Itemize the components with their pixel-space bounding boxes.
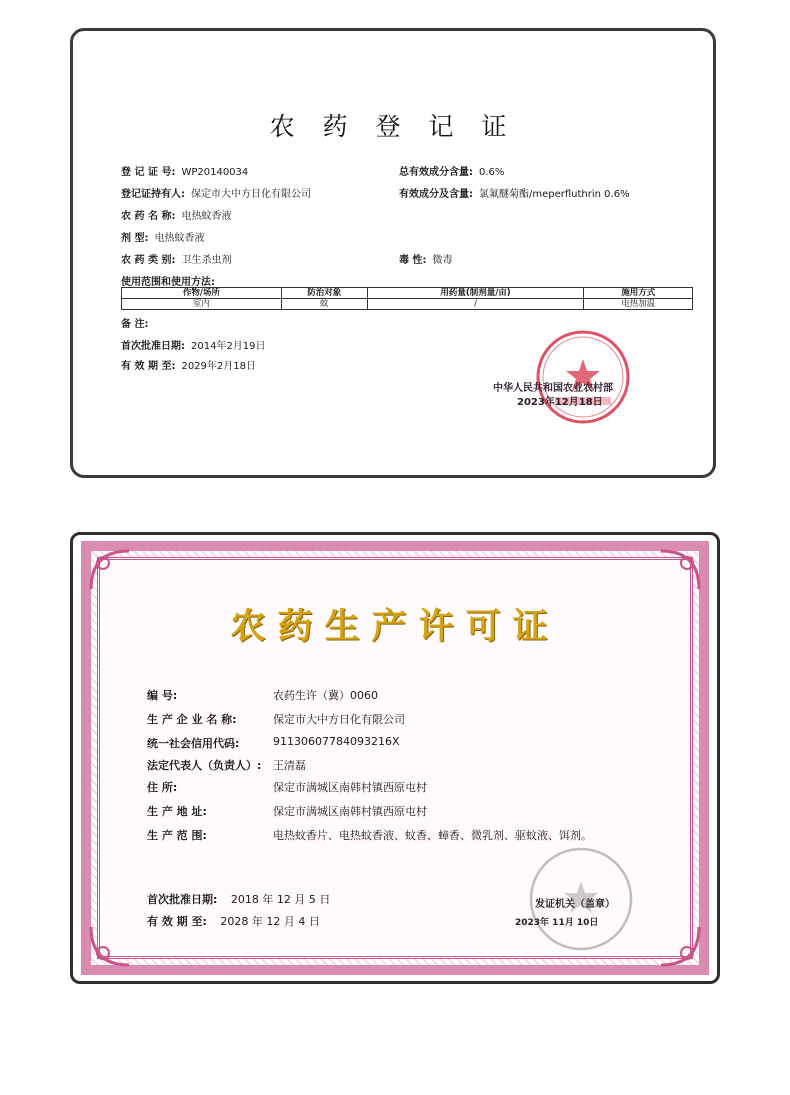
license-number-row: 编 号: 农药生许（冀）0060 bbox=[147, 689, 378, 702]
remark-row: 备 注: bbox=[121, 319, 149, 330]
residence-row: 住 所: 保定市满城区南韩村镇西原屯村 bbox=[147, 781, 427, 794]
valid-until-row: 有 效 期 至: 2029年2月18日 bbox=[121, 361, 256, 372]
table-header-row bbox=[122, 288, 693, 299]
issue-date: 2023年 11月 10日 bbox=[515, 918, 599, 928]
pesticide-registration-certificate bbox=[70, 28, 716, 478]
formulation-row: 剂 型: 电热蚊香液 bbox=[121, 233, 205, 244]
usage-table bbox=[121, 287, 693, 310]
holder-row: 登记证持有人: 保定市大中方日化有限公司 bbox=[121, 189, 311, 200]
table-row bbox=[122, 299, 693, 310]
active-ingredient-row: 有效成分及含量: 氯氟醚菊酯/meperfluthrin 0.6% bbox=[399, 189, 630, 200]
production-scope-row: 生 产 范 围: 电热蚊香片、电热蚊香液、蚊香、蟑香、微乳剂、驱蚊液、饵剂。 bbox=[147, 829, 592, 842]
corner-ornament-icon bbox=[87, 923, 133, 969]
production-address-row: 生 产 地 址: 保定市满城区南韩村镇西原屯村 bbox=[147, 805, 427, 818]
first-approval-row: 首次批准日期: 2014年2月19日 bbox=[121, 341, 266, 352]
table-cell: / bbox=[367, 299, 584, 310]
table-header-cell: 防治对象 bbox=[281, 288, 367, 299]
table-header-cell: 用药量(制剂量/亩) bbox=[367, 288, 584, 299]
total-content-row: 总有效成分含量: 0.6% bbox=[399, 167, 505, 178]
usage-label: 使用范围和使用方法: bbox=[121, 277, 215, 288]
valid-until-row: 有 效 期 至: 2028 年 12 月 4 日 bbox=[147, 915, 320, 928]
corner-ornament-icon bbox=[657, 547, 703, 593]
issuing-authority: 发证机关（盖章） bbox=[535, 899, 615, 910]
issuer-name: 中华人民共和国农业农村部 bbox=[493, 383, 613, 394]
table-cell: 室内 bbox=[122, 299, 282, 310]
license-title: 农药生产许可证 bbox=[230, 606, 560, 647]
pesticide-production-license bbox=[70, 532, 720, 984]
legal-representative-row: 法定代表人（负责人）: 王清磊 bbox=[147, 759, 306, 772]
category-row: 农 药 类 别: 卫生杀虫剂 bbox=[121, 255, 232, 266]
toxicity-row: 毒 性: 微毒 bbox=[399, 255, 453, 266]
table-header-cell: 作物/场所 bbox=[122, 288, 282, 299]
official-seal-icon bbox=[535, 329, 631, 425]
certificate-title: 农 药 登 记 证 bbox=[269, 112, 517, 141]
table-header-cell: 施用方式 bbox=[584, 288, 693, 299]
first-approval-row: 首次批准日期: 2018 年 12 月 5 日 bbox=[147, 893, 331, 906]
table-cell: 蚊 bbox=[281, 299, 367, 310]
corner-ornament-icon bbox=[87, 547, 133, 593]
corner-ornament-icon bbox=[657, 923, 703, 969]
registration-number-row: 登 记 证 号: WP20140034 bbox=[121, 167, 249, 178]
credit-code-row: 统一社会信用代码: 91130607784093216X bbox=[147, 735, 400, 750]
company-name-row: 生 产 企 业 名 称: 保定市大中方日化有限公司 bbox=[147, 713, 405, 726]
issue-date: 2023年12月18日 bbox=[517, 397, 603, 408]
pesticide-name-row: 农 药 名 称: 电热蚊香液 bbox=[121, 211, 232, 222]
table-cell: 电热加温 bbox=[584, 299, 693, 310]
